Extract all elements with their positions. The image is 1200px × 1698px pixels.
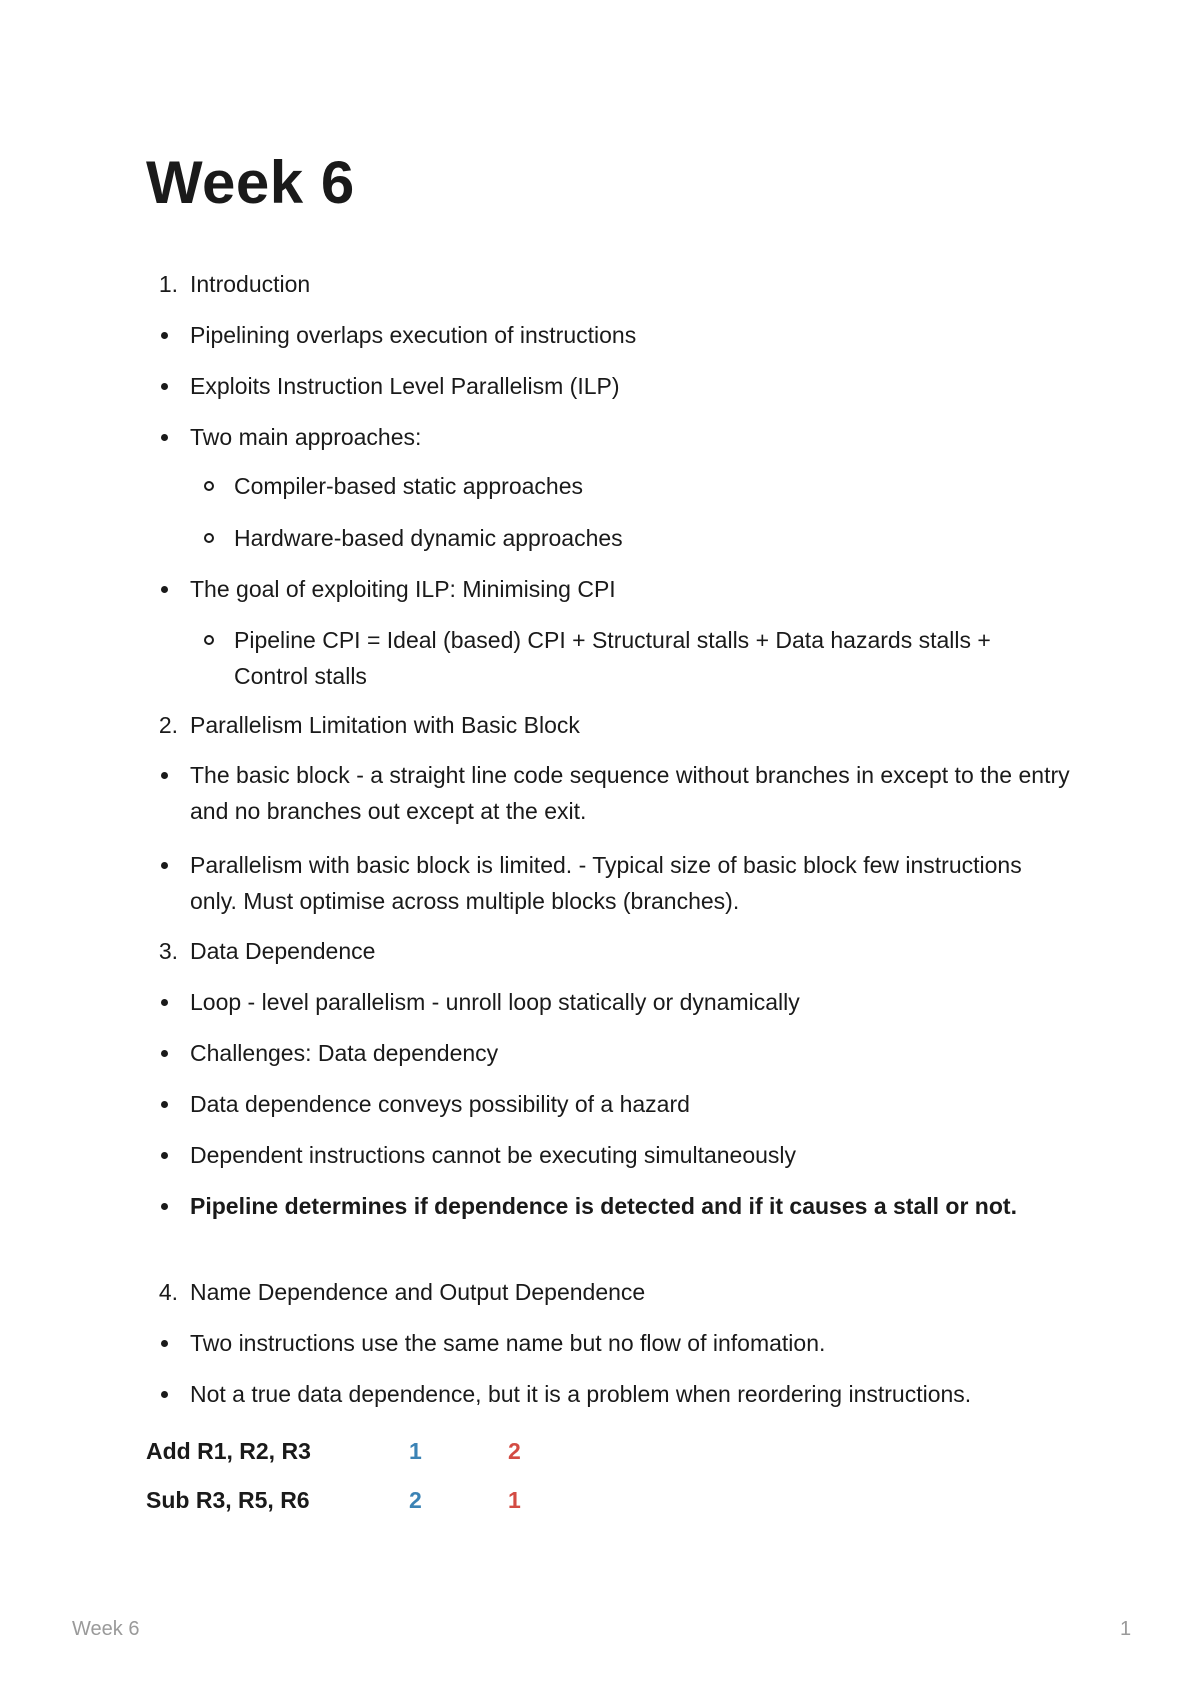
bullet-icon <box>161 383 168 390</box>
bullet-icon <box>161 434 168 441</box>
list-number: 4. <box>158 1279 178 1305</box>
bullet-icon <box>161 999 168 1006</box>
list-text: Pipeline CPI = Ideal (based) CPI + Structural stalls + Data hazards stalls + Control stalls <box>234 627 991 689</box>
code-value-blue: 1 <box>409 1438 422 1464</box>
list-text: Data Dependence <box>190 938 376 964</box>
list-text: Hardware-based dynamic approaches <box>234 525 623 551</box>
bullet-icon <box>161 862 168 869</box>
list-text: Pipelining overlaps execution of instructions <box>190 322 637 348</box>
circle-bullet-icon <box>204 635 214 645</box>
list-text: The goal of exploiting ILP: Minimising CPI <box>190 576 616 602</box>
code-instruction: Add R1, R2, R3 <box>146 1438 311 1464</box>
list-text: Two instructions use the same name but no flow of infomation. <box>190 1330 826 1356</box>
code-value-red: 2 <box>508 1438 521 1464</box>
bullet-icon <box>161 772 168 779</box>
page-title: Week 6 <box>146 149 355 216</box>
list-text: Data dependence conveys possibility of a hazard <box>190 1091 690 1117</box>
list-number: 2. <box>158 712 178 738</box>
list-text: Compiler-based static approaches <box>234 473 584 499</box>
circle-bullet-icon <box>204 533 214 543</box>
bullet-icon <box>161 1152 168 1159</box>
circle-bullet-icon <box>204 481 214 491</box>
list-text: Exploits Instruction Level Parallelism (ILP) <box>190 373 620 399</box>
footer-page-number: 1 <box>1120 1618 1132 1640</box>
bullet-icon <box>161 1203 168 1210</box>
list-number: 1. <box>158 271 178 297</box>
bullet-icon <box>161 1050 168 1057</box>
list-text: Not a true data dependence, but it is a problem when reordering instructions. <box>190 1381 972 1407</box>
bullet-icon <box>161 1391 168 1398</box>
bullet-icon <box>161 1101 168 1108</box>
list-text: Name Dependence and Output Dependence <box>190 1279 646 1305</box>
bullet-icon <box>161 332 168 339</box>
list-text: Two main approaches: <box>190 424 422 450</box>
list-text: Dependent instructions cannot be executing simultaneously <box>190 1142 797 1168</box>
list-text: Parallelism with basic block is limited. - Typical size of basic block few instructions only. Must optimise across multiple blocks (branches). <box>190 852 1022 914</box>
footer-title: Week 6 <box>72 1618 140 1640</box>
code-value-blue: 2 <box>409 1487 422 1513</box>
list-text: Pipeline determines if dependence is detected and if it causes a stall or not. <box>190 1193 1017 1219</box>
code-value-red: 1 <box>508 1487 521 1513</box>
code-instruction: Sub R3, R5, R6 <box>146 1487 310 1513</box>
list-text: Loop - level parallelism - unroll loop statically or dynamically <box>190 989 800 1015</box>
list-text: Parallelism Limitation with Basic Block <box>190 712 580 738</box>
list-number: 3. <box>158 938 178 964</box>
bullet-icon <box>161 1340 168 1347</box>
bullet-icon <box>161 586 168 593</box>
list-text: Challenges: Data dependency <box>190 1040 499 1066</box>
list-text: Introduction <box>190 271 311 297</box>
list-text: The basic block - a straight line code sequence without branches in except to the entry and no branches out except at the exit. <box>190 762 1070 824</box>
